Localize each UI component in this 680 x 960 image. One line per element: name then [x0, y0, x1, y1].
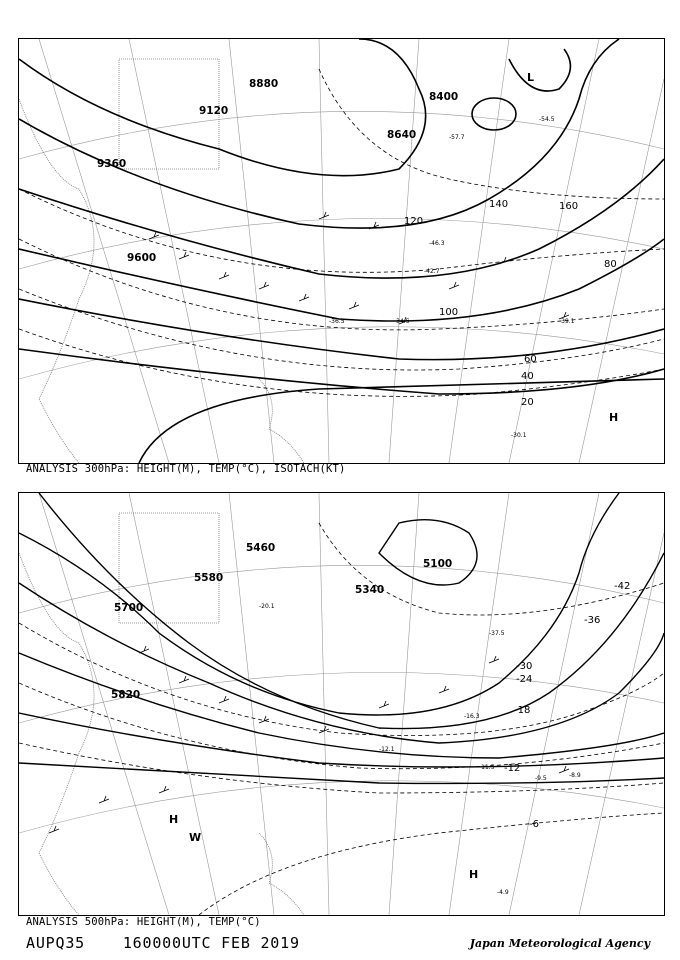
isotach-label: 160 — [559, 201, 579, 212]
isotherm-lines — [19, 523, 664, 915]
coastline — [19, 59, 304, 463]
caption-500hpa: ANALYSIS 500hPa: HEIGHT(M), TEMP(°C) — [26, 916, 261, 928]
height-contours — [19, 39, 664, 463]
isotherm-label: -6 — [529, 819, 539, 830]
chart-header — [26, 934, 328, 952]
height-label: 9120 — [199, 105, 229, 117]
station-value: -11.5 — [479, 764, 495, 771]
isotach-label: 120 — [404, 216, 424, 227]
station-value: -34.5 — [394, 318, 410, 325]
isotherm-label: -12 — [504, 763, 521, 774]
coastline — [19, 513, 304, 915]
station-value: -57.7 — [449, 134, 465, 141]
isotherm-labels — [504, 581, 630, 830]
height-label: 5460 — [246, 542, 276, 554]
map-300hpa-graphics — [19, 39, 664, 463]
isotherm-label: -18 — [514, 705, 531, 716]
isotach-label: 20 — [521, 397, 534, 408]
height-label: 8400 — [429, 91, 459, 103]
height-label: 5100 — [423, 558, 453, 570]
warm-center-mark: W — [189, 831, 202, 844]
height-label: 5820 — [111, 689, 141, 701]
station-value: -36.5 — [329, 318, 345, 325]
height-contours — [19, 493, 664, 783]
height-label: 9600 — [127, 252, 157, 264]
chart-code: AUPQ35 — [26, 934, 85, 952]
height-label: 8880 — [249, 78, 279, 90]
height-label: 5340 — [355, 584, 385, 596]
pressure-centers — [169, 813, 478, 881]
height-label: 8640 — [387, 129, 417, 141]
analysis-300hpa-map — [18, 38, 665, 464]
height-label: 5700 — [114, 602, 144, 614]
station-value: -39.1 — [559, 318, 575, 325]
station-value: -4.9 — [497, 889, 509, 896]
station-value: -9.5 — [535, 775, 547, 782]
height-labels — [97, 78, 458, 264]
isotach-lines — [19, 69, 664, 396]
station-value: -46.3 — [429, 240, 445, 247]
isotach-label: 60 — [524, 354, 537, 365]
isotherm-label: -30 — [516, 661, 533, 672]
isotach-label: 100 — [439, 307, 459, 318]
isotach-label: 40 — [521, 371, 534, 382]
station-value: -30.1 — [511, 432, 527, 439]
graticule — [19, 39, 664, 463]
isotach-label: 80 — [604, 259, 617, 270]
station-temperatures — [259, 603, 581, 896]
station-value: -20.1 — [259, 603, 275, 610]
height-label: 9360 — [97, 158, 127, 170]
graticule — [19, 493, 664, 915]
valid-time: 160000UTC FEB 2019 — [122, 934, 300, 952]
high-pressure-mark: H — [169, 813, 179, 826]
isotach-labels — [404, 199, 617, 408]
height-label: 5580 — [194, 572, 224, 584]
isotherm-label: -24 — [516, 674, 533, 685]
station-value: -37.5 — [489, 630, 505, 637]
high-pressure-mark: H — [609, 411, 619, 424]
station-value: -16.3 — [464, 713, 480, 720]
isotherm-label: -42 — [614, 581, 631, 592]
high-pressure-mark: H — [469, 868, 479, 881]
map-500hpa-graphics — [19, 493, 664, 915]
isotach-label: 140 — [489, 199, 509, 210]
low-pressure-mark: L — [527, 71, 535, 84]
isotherm-label: -36 — [584, 615, 601, 626]
agency-name: Japan Meteorological Agency — [469, 937, 650, 950]
station-value: -8.9 — [569, 772, 581, 779]
station-value: -42.7 — [424, 268, 440, 275]
caption-300hpa: ANALYSIS 300hPa: HEIGHT(M), TEMP(°C), ISOTACH(KT) — [26, 463, 346, 475]
analysis-500hpa-map — [18, 492, 665, 916]
station-value: -12.1 — [379, 746, 395, 753]
station-value: -54.5 — [539, 116, 555, 123]
